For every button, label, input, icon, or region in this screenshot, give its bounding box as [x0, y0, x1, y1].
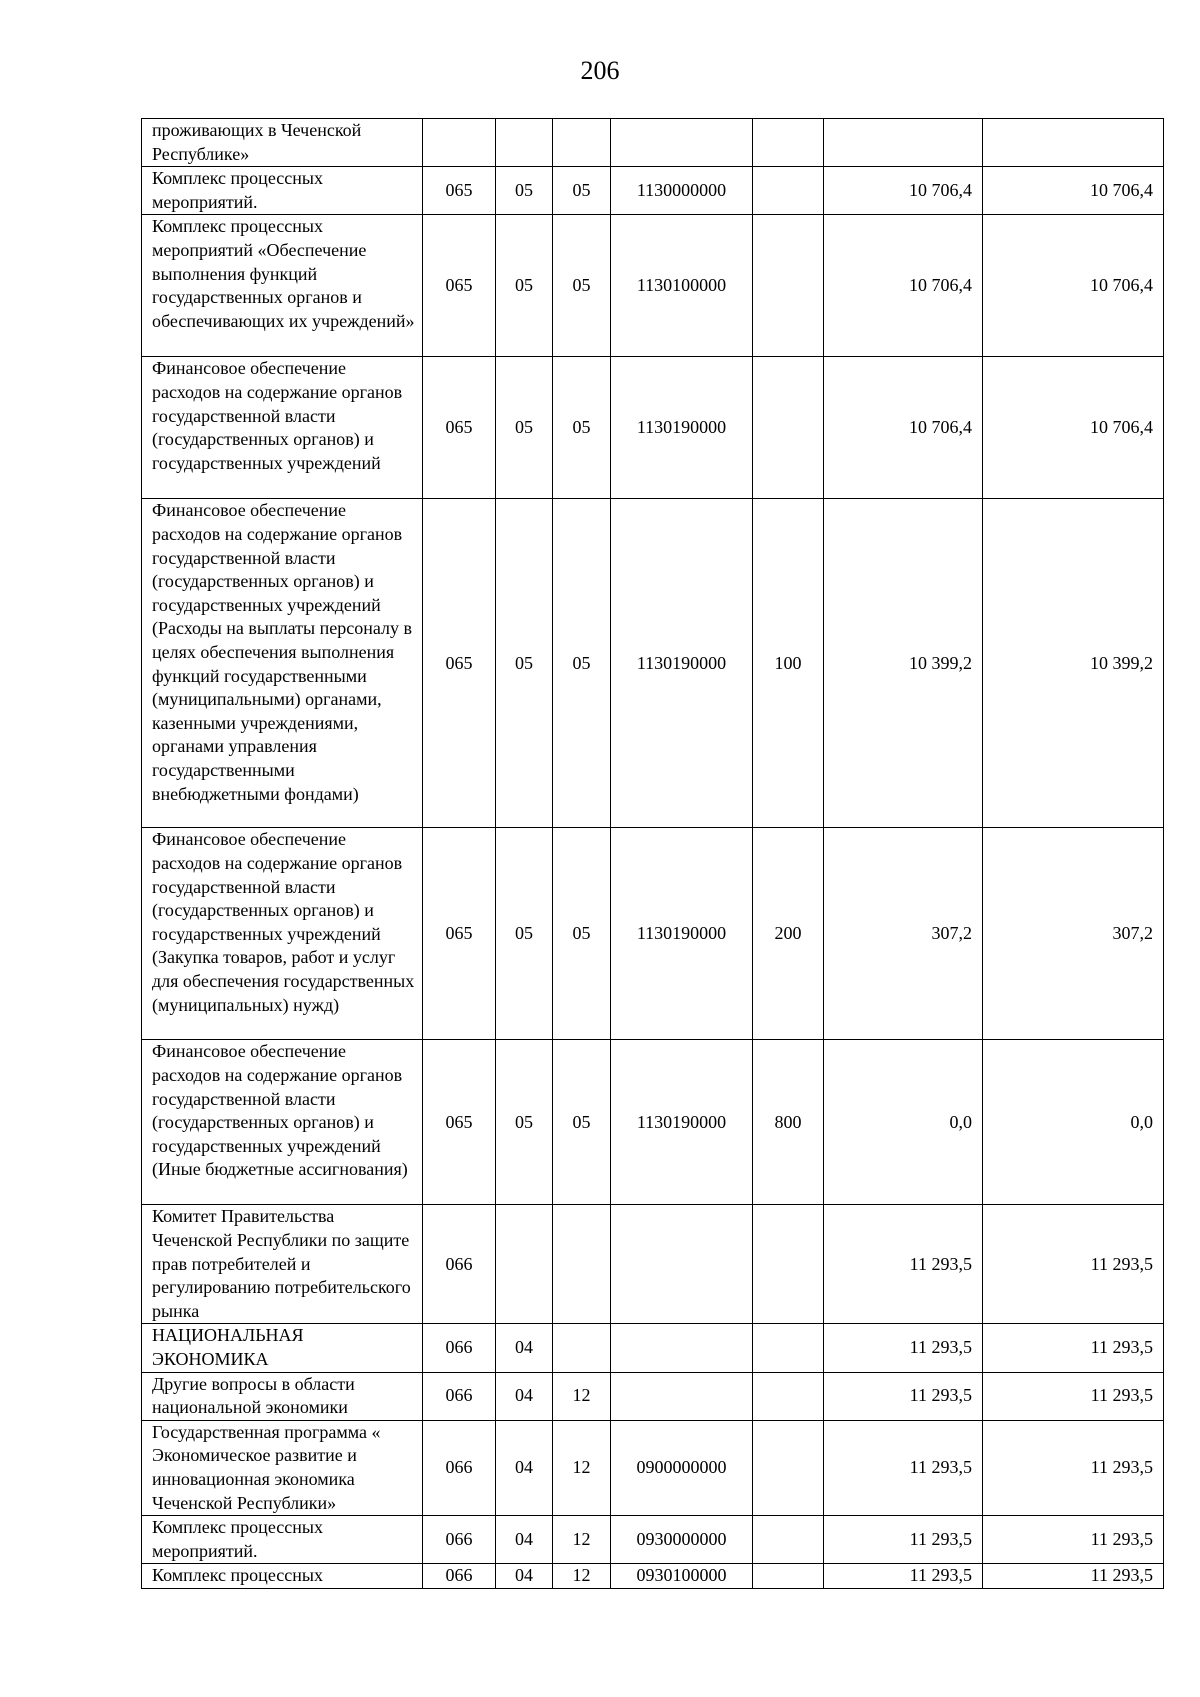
item-name-cell: проживающих в Чеченской Республике»	[142, 119, 423, 167]
table-row	[142, 167, 1164, 215]
table-row	[142, 119, 1164, 167]
section-code-cell: 04	[496, 1420, 553, 1515]
expense-type-cell	[753, 1420, 824, 1515]
ved-code-cell: 065	[423, 1040, 496, 1205]
section-code-cell: 05	[496, 828, 553, 1040]
section-code-cell: 05	[496, 1040, 553, 1205]
subsection-code-cell: 12	[553, 1516, 611, 1564]
item-name-cell: Финансовое обеспечение расходов на содержание органов государственной власти (государственных органов) и государственных учреждений (Расходы на выплаты персоналу в целях обеспечения выполнения функций государственными (муниципальными) органами, казенными учреждениями, органами управления государственными внебюджетными фондами)	[142, 499, 423, 828]
target-article-cell: 0930100000	[611, 1564, 753, 1589]
table-row	[142, 1564, 1164, 1589]
table-row	[142, 357, 1164, 499]
target-article-cell: 1130190000	[611, 828, 753, 1040]
amount-cell: 10 706,4	[983, 215, 1164, 357]
expense-type-cell: 200	[753, 828, 824, 1040]
section-code-cell: 04	[496, 1564, 553, 1589]
expense-type-cell	[753, 119, 824, 167]
subsection-code-cell: 12	[553, 1564, 611, 1589]
table-row	[142, 1420, 1164, 1515]
table-row	[142, 499, 1164, 828]
expense-type-cell	[753, 1324, 824, 1372]
expense-type-cell	[753, 215, 824, 357]
item-name-cell: Государственная программа « Экономическое развитие и инновационная экономика Чеченской Республики»	[142, 1420, 423, 1515]
item-name-cell: Комплекс процессных мероприятий.	[142, 1516, 423, 1564]
section-code-cell: 05	[496, 499, 553, 828]
amount-cell: 11 293,5	[824, 1420, 983, 1515]
ved-code-cell: 066	[423, 1372, 496, 1420]
subsection-code-cell: 05	[553, 499, 611, 828]
amount-cell: 307,2	[983, 828, 1164, 1040]
subsection-code-cell: 12	[553, 1420, 611, 1515]
table-row	[142, 1324, 1164, 1372]
table-row	[142, 1040, 1164, 1205]
section-code-cell	[496, 1205, 553, 1324]
budget-table	[141, 118, 1164, 1589]
item-name-cell: Комитет Правительства Чеченской Республики по защите прав потребителей и регулированию потребительского рынка	[142, 1205, 423, 1324]
expense-type-cell	[753, 167, 824, 215]
section-code-cell: 05	[496, 215, 553, 357]
item-name-cell: Другие вопросы в области национальной экономики	[142, 1372, 423, 1420]
table-row	[142, 215, 1164, 357]
ved-code-cell: 065	[423, 167, 496, 215]
amount-cell: 11 293,5	[824, 1205, 983, 1324]
target-article-cell: 1130190000	[611, 1040, 753, 1205]
expense-type-cell: 800	[753, 1040, 824, 1205]
subsection-code-cell: 05	[553, 1040, 611, 1205]
amount-cell: 10 706,4	[824, 215, 983, 357]
expense-type-cell	[753, 1564, 824, 1589]
target-article-cell	[611, 1372, 753, 1420]
section-code-cell: 04	[496, 1372, 553, 1420]
item-name-cell: НАЦИОНАЛЬНАЯ ЭКОНОМИКА	[142, 1324, 423, 1372]
subsection-code-cell: 05	[553, 357, 611, 499]
amount-cell: 11 293,5	[983, 1564, 1164, 1589]
amount-cell: 11 293,5	[824, 1564, 983, 1589]
section-code-cell: 05	[496, 357, 553, 499]
amount-cell: 10 399,2	[983, 499, 1164, 828]
ved-code-cell: 066	[423, 1324, 496, 1372]
table-row	[142, 1516, 1164, 1564]
table-row	[142, 1205, 1164, 1324]
ved-code-cell: 066	[423, 1564, 496, 1589]
section-code-cell: 04	[496, 1324, 553, 1372]
subsection-code-cell: 05	[553, 167, 611, 215]
expense-type-cell	[753, 357, 824, 499]
target-article-cell: 1130000000	[611, 167, 753, 215]
amount-cell: 10 706,4	[983, 167, 1164, 215]
amount-cell: 11 293,5	[983, 1516, 1164, 1564]
amount-cell: 11 293,5	[824, 1516, 983, 1564]
ved-code-cell: 065	[423, 215, 496, 357]
subsection-code-cell	[553, 1324, 611, 1372]
ved-code-cell: 065	[423, 499, 496, 828]
amount-cell: 10 706,4	[824, 357, 983, 499]
item-name-cell: Финансовое обеспечение расходов на содержание органов государственной власти (государственных органов) и государственных учреждений (Иные бюджетные ассигнования)	[142, 1040, 423, 1205]
target-article-cell	[611, 119, 753, 167]
ved-code-cell: 066	[423, 1516, 496, 1564]
amount-cell: 11 293,5	[983, 1205, 1164, 1324]
target-article-cell: 0930000000	[611, 1516, 753, 1564]
amount-cell: 307,2	[824, 828, 983, 1040]
table-row	[142, 1372, 1164, 1420]
amount-cell: 11 293,5	[824, 1372, 983, 1420]
subsection-code-cell: 05	[553, 215, 611, 357]
amount-cell	[983, 119, 1164, 167]
item-name-cell: Финансовое обеспечение расходов на содержание органов государственной власти (государственных органов) и государственных учреждений (Закупка товаров, работ и услуг для обеспечения государственных (муниципальных) нужд)	[142, 828, 423, 1040]
expense-type-cell	[753, 1516, 824, 1564]
ved-code-cell: 066	[423, 1205, 496, 1324]
expense-type-cell	[753, 1205, 824, 1324]
subsection-code-cell: 05	[553, 828, 611, 1040]
expense-type-cell	[753, 1372, 824, 1420]
target-article-cell: 1130100000	[611, 215, 753, 357]
amount-cell: 0,0	[983, 1040, 1164, 1205]
item-name-cell: Финансовое обеспечение расходов на содержание органов государственной власти (государственных органов) и государственных учреждений	[142, 357, 423, 499]
section-code-cell: 05	[496, 167, 553, 215]
amount-cell	[824, 119, 983, 167]
ved-code-cell: 066	[423, 1420, 496, 1515]
item-name-cell: Комплекс процессных	[142, 1564, 423, 1589]
ved-code-cell: 065	[423, 357, 496, 499]
table-body	[142, 119, 1164, 1589]
section-code-cell	[496, 119, 553, 167]
target-article-cell: 1130190000	[611, 499, 753, 828]
expense-type-cell: 100	[753, 499, 824, 828]
item-name-cell: Комплекс процессных мероприятий «Обеспечение выполнения функций государственных органов и обеспечивающих их учреждений»	[142, 215, 423, 357]
target-article-cell: 0900000000	[611, 1420, 753, 1515]
amount-cell: 11 293,5	[983, 1420, 1164, 1515]
item-name-cell: Комплекс процессных мероприятий.	[142, 167, 423, 215]
section-code-cell: 04	[496, 1516, 553, 1564]
ved-code-cell	[423, 119, 496, 167]
amount-cell: 10 706,4	[824, 167, 983, 215]
table-row	[142, 828, 1164, 1040]
subsection-code-cell	[553, 1205, 611, 1324]
amount-cell: 0,0	[824, 1040, 983, 1205]
amount-cell: 11 293,5	[824, 1324, 983, 1372]
ved-code-cell: 065	[423, 828, 496, 1040]
subsection-code-cell	[553, 119, 611, 167]
target-article-cell	[611, 1324, 753, 1372]
amount-cell: 10 399,2	[824, 499, 983, 828]
amount-cell: 11 293,5	[983, 1324, 1164, 1372]
target-article-cell: 1130190000	[611, 357, 753, 499]
target-article-cell	[611, 1205, 753, 1324]
amount-cell: 10 706,4	[983, 357, 1164, 499]
page-number: 206	[580, 56, 620, 85]
amount-cell: 11 293,5	[983, 1372, 1164, 1420]
subsection-code-cell: 12	[553, 1372, 611, 1420]
